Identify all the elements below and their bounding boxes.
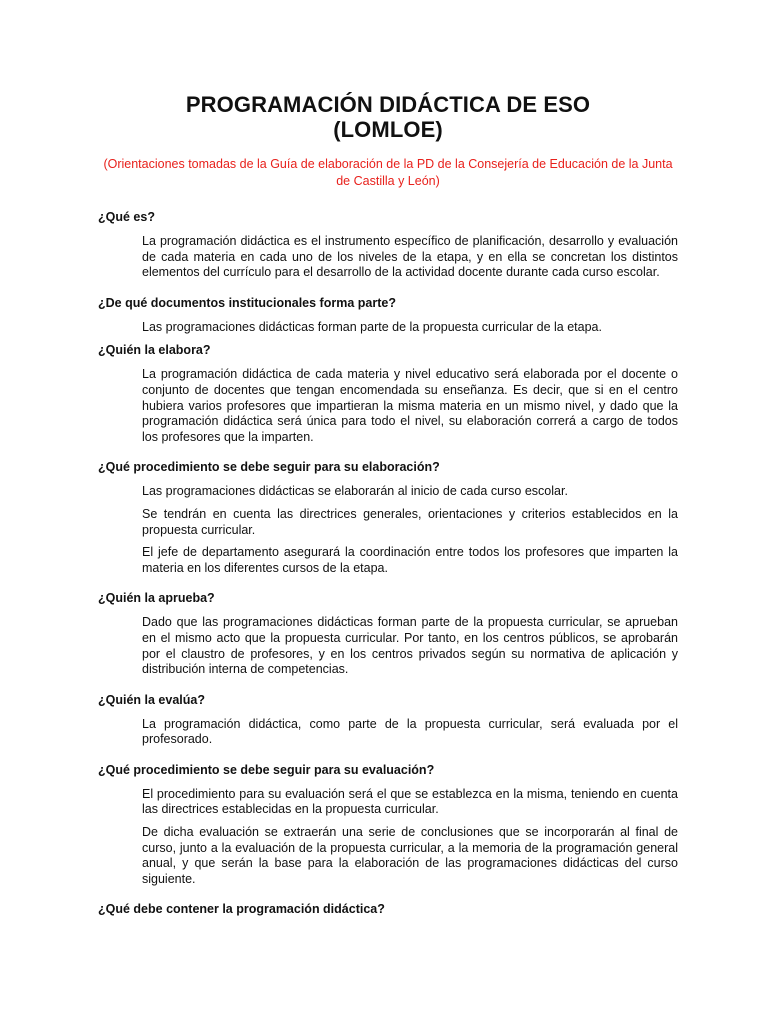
document-title [98, 92, 678, 142]
section-contenido [98, 901, 678, 917]
section-question: ¿Qué procedimiento se debe seguir para su elaboración? [98, 460, 440, 475]
section-answer [142, 717, 678, 748]
answer-paragraph: La programación didáctica de cada materia y nivel educativo será elaborada por el docente o conjunto de docentes que tengan encomendada su enseñanza. Es decir, que si en el centro hubiera varios profesores que impartieran la misma materia en un mismo nivel, y dado que la programación didáctica será única para todo el nivel, su elaboración correrá a cargo de todos los profesores que la imparten. [142, 367, 678, 444]
answer-paragraph: El jefe de departamento asegurará la coordinación entre todos los profesores que imparten la materia en los diferentes cursos de la etapa. [142, 545, 678, 575]
section-answer [142, 484, 678, 576]
section-procedimiento-evaluacion [98, 762, 678, 888]
section-answer [142, 320, 678, 336]
answer-paragraph: El procedimiento para su evaluación será el que se establezca en la misma, teniendo en cuenta las directrices establecidas en la propuesta curricular. [142, 786, 678, 817]
title-line-2: (LOMLOE) [333, 117, 443, 142]
answer-paragraph: Se tendrán en cuenta las directrices generales, orientaciones y criterios establecidos en la propuesta curricular. [142, 506, 678, 537]
title-line-1: PROGRAMACIÓN DIDÁCTICA DE ESO [185, 92, 591, 117]
document-subtitle: (Orientaciones tomadas de la Guía de elaboración de la PD de la Consejería de Educación de la Junta de Castilla y León) [103, 157, 673, 188]
section-que-es [98, 209, 678, 281]
section-answer [142, 615, 678, 677]
section-question: ¿De qué documentos institucionales forma parte? [98, 295, 396, 310]
section-answer [142, 787, 678, 888]
section-quien-aprueba [98, 590, 678, 677]
section-question: ¿Quién la elabora? [98, 343, 211, 358]
section-answer [142, 234, 678, 281]
section-question: ¿Qué es? [98, 210, 155, 224]
section-quien-elabora [98, 342, 678, 445]
answer-paragraph: Dado que las programaciones didácticas forman parte de la propuesta curricular, se aprueban en el mismo acto que la propuesta curricular. Por tanto, en los centros públicos, se aprobarán por el claustro de profesores, y en los centros privados según su normativa de aplicación y distribución interna de competencias. [142, 615, 678, 677]
section-answer [142, 367, 678, 445]
answer-paragraph: Las programaciones didácticas forman parte de la propuesta curricular de la etapa. [142, 319, 602, 334]
answer-paragraph: La programación didáctica es el instrumento específico de planificación, desarrollo y evaluación de cada materia en cada uno de los niveles de la etapa, y en ella se concretan los distintos elementos del currículo para el desarrollo de la actividad docente durante cada curso escolar. [142, 234, 678, 280]
section-documentos [98, 295, 678, 336]
section-quien-evalua [98, 692, 678, 748]
section-question: ¿Quién la evalúa? [98, 692, 205, 707]
section-procedimiento-elaboracion [98, 459, 678, 576]
answer-paragraph: De dicha evaluación se extraerán una serie de conclusiones que se incorporarán al final de curso, junto a la evaluación de la propuesta curricular, a la memoria de la programación general anual, y que serán la base para la elaboración de las programaciones didácticas del curso siguiente. [142, 825, 678, 886]
answer-paragraph: Las programaciones didácticas se elaborarán al inicio de cada curso escolar. [142, 484, 568, 499]
section-question: ¿Qué debe contener la programación didáctica? [98, 902, 385, 917]
section-question: ¿Qué procedimiento se debe seguir para su evaluación? [98, 762, 435, 777]
answer-paragraph: La programación didáctica, como parte de la propuesta curricular, será evaluada por el profesorado. [142, 716, 678, 747]
section-question: ¿Quién la aprueba? [98, 591, 215, 606]
